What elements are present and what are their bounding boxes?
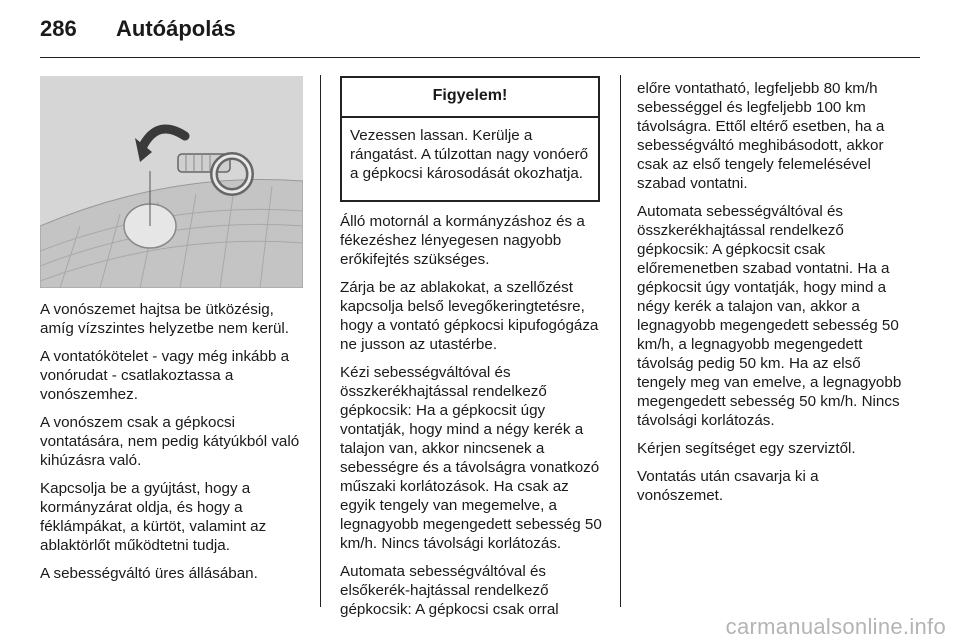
paragraph: Kézi sebességváltóval és összkerékhajtással rendelkező gépkocsik: Ha a gépkocsit úgy vontatják, hogy mind a négy kerék a talajon van, akkor nincsenek a sebességre és a távolságra vonatkozó műszaki korlátozások. Ha csak az egyik tengely van megemelve, a legnagyobb megengedett sebesség 50 km/h. Nincs távolsági korlátozás. (340, 364, 602, 552)
watermark: carmanualsonline.info (725, 614, 946, 639)
column-2 (340, 212, 608, 628)
paragraph: előre vontatható, legfeljebb 80 km/h sebességgel és legfeljebb 100 km távolságra. Ettől eltérő esetben, ha a sebességváltó meghibásodott, akkor csak az első tengely felemelésével szabad vontatni. (637, 80, 885, 192)
tow-eye-illustration (40, 76, 303, 288)
paragraph: Automata sebességváltóval és elsőkerék-hajtással rendelkező gépkocsik: A gépkocsi csak orral (340, 563, 559, 618)
paragraph: Automata sebességváltóval és összkerékhajtással rendelkező gépkocsik: A gépkocsit csak előremenetben szabad vontatni. Ha a gépkocsit úgy vontatják, hogy mind a négy kerék a talajon van, akkor a legnagyobb megengedett sebesség 50 km/h, a legnagyobb megengedett távolság pedig 50 km. Ha az első tengely meg van emelve, a legnagyobb megengedett sebesség 50 km/h. Nincs távolsági korlátozás. (637, 203, 902, 429)
paragraph: A sebességváltó üres állásában. (40, 565, 258, 582)
paragraph: A vonószem csak a gépkocsi vontatására, nem pedig kátyúkból való kihúzásra való. (40, 414, 300, 469)
warning-text: Vezessen lassan. Kerülje a rángatást. A túlzottan nagy vonóerő a gépkocsi károsodását okozhatja. (350, 127, 589, 182)
paragraph: Kérjen segítséget egy szerviztől. (637, 440, 856, 457)
column-3 (637, 79, 907, 514)
warning-heading: Figyelem! (342, 78, 598, 118)
paragraph: Kapcsolja be a gyújtást, hogy a kormányzárat oldja, és hogy a féklámpákat, a kürtöt, valamint az ablaktörlőt működtetni tudja. (40, 480, 267, 554)
page-number: 286 (40, 16, 77, 41)
page-header (40, 16, 920, 46)
paragraph: A vonószemet hajtsa be ütközésig, amíg vízszintes helyzetbe nem kerül. (40, 301, 290, 337)
paragraph: A vontatókötelet - vagy még inkább a vonórudat - csatlakoztassa a vonószemhez. (40, 348, 290, 403)
column-divider (320, 75, 321, 607)
paragraph: Vontatás után csavarja ki a vonószemet. (637, 468, 819, 504)
column-divider (620, 75, 621, 607)
paragraph: Zárja be az ablakokat, a szellőzést kapcsolja belső levegőkeringtetésre, hogy a vontató gépkocsi kipufogógáza ne jusson az utastérbe. (340, 279, 599, 353)
header-divider (40, 57, 920, 58)
page-title: Autóápolás (116, 16, 236, 41)
column-1 (40, 300, 308, 592)
warning-box (340, 76, 600, 202)
paragraph: Álló motornál a kormányzáshoz és a fékezéshez lényegesen nagyobb erőkifejtés szükséges. (340, 213, 585, 268)
tow-eye-drawing (40, 76, 303, 288)
